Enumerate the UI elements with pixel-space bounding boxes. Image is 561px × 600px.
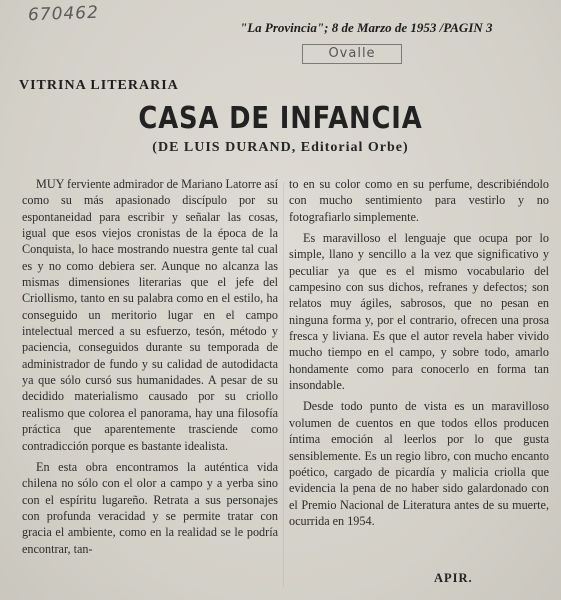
section-label: VITRINA LITERARIA bbox=[19, 78, 179, 93]
paragraph: MUY ferviente admirador de Mariano Latorre así como su más apasionado discípulo por su espontaneidad para escribir y señalar las cosas, igual que esos viejos cronistas de la época de la Conquista, lo hace mostrando nuestra gente tal cual es y no como debiera ser. Aunque no alcanza las mismas dimensiones literarias que el jefe del Criollismo, tanto en su palabra como en el estilo, ha conseguido un meritorio lugar en el campo intelectual merced a su esfuerzo, tesón, método y paciencia, conseguidos durante su temporada de administrador de fundo y su calidad de autodidacta ya que sólo cursó sus humanidades. A pesar de su decidido materialismo causado por su criollo realismo que colorea el panorama, hay una filosofía práctica que aparentemente trasciende como contradicción porque es bastante idealista. bbox=[22, 177, 278, 453]
paragraph: to en su color como en su perfume, describiéndolo con mucho sentimiento para vestirlo y no fotografiarlo simplemente. bbox=[289, 177, 549, 224]
article-title: CASA DE INFANCIA bbox=[138, 101, 423, 136]
newspaper-masthead: "La Provincia"; 8 de Marzo de 1953 /PAGIN 3 bbox=[240, 20, 493, 35]
paragraph: En esta obra encontramos la auténtica vida chilena no sólo con el olor a campo y a yerba sino con el espíritu lugareño. Retrata a sus personajes con profunda veracidad y se permite tratar con gracia el ambiente, como en la realidad se le podría encontrar, tan- bbox=[22, 459, 278, 556]
author-signature: APIR. bbox=[434, 571, 473, 585]
column-divider bbox=[283, 182, 284, 587]
article-subtitle: (DE LUIS DURAND, Editorial Orbe) bbox=[152, 140, 409, 155]
paragraph: Desde todo punto de vista es un maravilloso volumen de cuentos en que todos ellos producen íntima emoción al leerlos por lo que gusta sensiblemente. Es un regio libro, con mucho encanto poético, cargado de picardía y malicia criolla que evidencia la pena de no haber sido galardonado con el Premio Nacional de Literatura antes de su muerte, ocurrida en 1954. bbox=[289, 399, 549, 528]
location-stamp: Ovalle bbox=[302, 44, 402, 64]
paragraph: Es maravilloso el lenguaje que ocupa por lo simple, llano y sencillo a la vez que significativo y peculiar ya que es el mismo vocabulario del campesino con sus dichos, refranes y defectos; son relatos muy ágiles, sabrosos, que no pesan en ninguna forma y, por el contrario, ofrecen una prosa fresca y liviana. Es que el autor revela haber vivido mucho tiempo en el campo, y sobre todo, amarlo hondamente como para conocerlo en forma tan insondable. bbox=[289, 231, 549, 393]
handwritten-number: 670462 bbox=[27, 2, 100, 26]
article-column-left bbox=[22, 176, 278, 557]
article-column-right bbox=[289, 176, 549, 529]
